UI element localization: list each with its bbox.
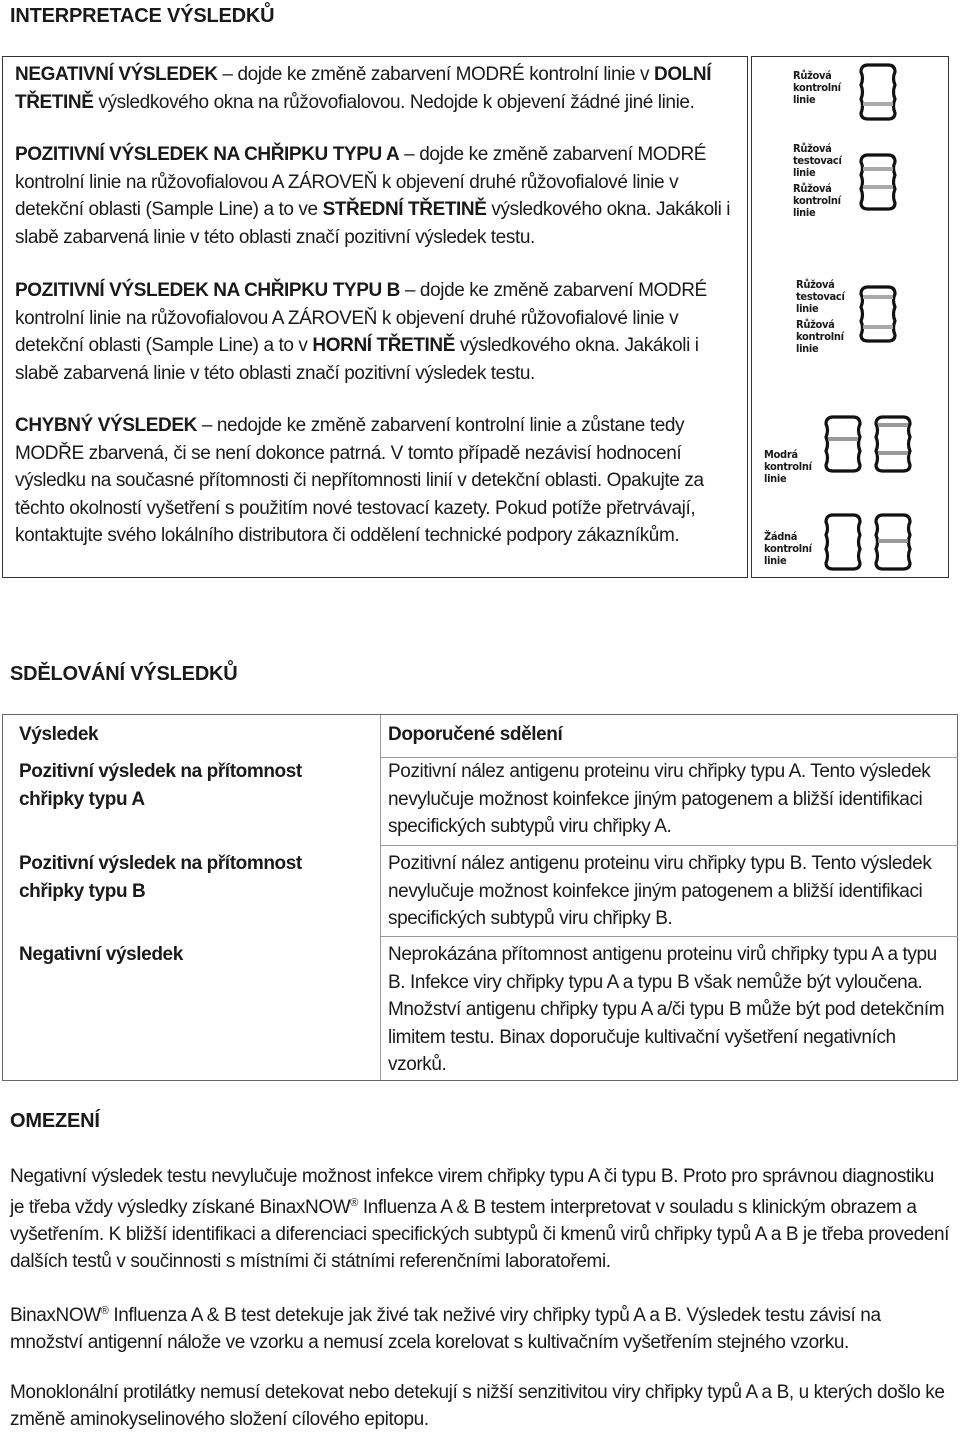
positive-b-lead: POZITIVNÍ VÝSLEDEK NA CHŘIPKU TYPU B [15,280,400,301]
positive-a-paragraph [15,141,739,251]
interpretation-box [2,56,748,578]
section-title-limitations: OMEZENÍ [10,1110,100,1132]
negative-result-bold: DOLNÍ TŘETINĚ [15,64,712,113]
invalid-result-paragraph [15,412,739,550]
registered-mark: ® [100,1305,109,1317]
results-table [2,714,958,1081]
table-row-message: Pozitivní nález antigenu proteinu viru chřipky typu A. Tento výsledek nevylučuje možnost koinfekce jiným patogenem a bližší identifikaci specifických subtypů viru chřipky A. [388,761,931,837]
positive-a-text-1: – dojde ke změně zabarvení MODRÉ kontrolní linie na růžovofialovou A ZÁROVEŇ k objevení druhé růžovofialové linie v detekční oblasti (Sample Line) a to ve [15,144,707,220]
limitations-paragraph-2 [10,1298,950,1356]
figure-positive-b-control-label: Růžová kontrolní linie [796,318,844,355]
figure-invalid-none-label: Žádná kontrolní linie [764,530,812,567]
negative-result-lead: NEGATIVNÍ VÝSLEDEK [15,64,218,85]
figure-invalid-blue-label: Modrá kontrolní linie [764,448,812,485]
positive-a-lead: POZITIVNÍ VÝSLEDEK NA CHŘIPKU TYPU A [15,144,400,165]
table-row-result: Negativní výsledek [19,944,183,965]
figure-invalid-blue-window-1 [823,415,863,473]
figure-positive-a-window [858,153,898,211]
table-row-message: Neprokázána přítomnost antigenu proteinu virů chřipky typu A a typu B. Infekce viry chřipky typu A a typu B však nemůže být vyloučena. Množství antigenu chřipky typu A a/či typu B může být pod detekčním limitem testu. Binax doporučuje kultivační vyšetření negativních vzorků. [388,944,945,1075]
table-column-divider [380,715,381,1080]
limitations-p2-text-1: BinaxNOW [10,1305,101,1326]
table-header-message: Doporučené sdělení [388,724,563,745]
result-window-figures [751,56,949,578]
table-row-divider [380,845,958,846]
figure-positive-a-test-label: Růžová testovací linie [793,142,842,179]
figure-positive-a-control-label: Růžová kontrolní linie [793,182,841,219]
table-row-result: Pozitivní výsledek na přítomnost chřipky typu A [19,761,302,810]
limitations-p1-text-2: Influenza A & B testem interpretovat v souladu s klinickým obrazem a vyšetřením. K bližší identifikaci a diferenciaci specifických subtypů či kmenů virů chřipky typů A a B je třeba provedení dalších testů v součinnosti s místními či státními referenčními laboratořemi. [10,1197,949,1272]
figure-invalid-none-window-1 [823,513,863,571]
limitations-p2-text-2: Influenza A & B test detekuje jak živé tak neživé viry chřipky typů A a B. Výsledek testu závisí na množství antigenní nálože ve vzorku a nemusí zcela korelovat s kultivačním vyšetřením stejného vzorku. [10,1305,881,1353]
positive-b-text-2: výsledkového okna. Jakákoli i slabě zabarvená linie v této oblasti značí pozitivní výsledek testu. [15,335,699,384]
positive-b-paragraph [15,277,739,387]
negative-result-text-1: – dojde ke změně zabarvení MODRÉ kontrolní linie v [217,64,655,85]
limitations-p1-text-1: Negativní výsledek testu nevylučuje možnost infekce virem chřipky typu A či typu B. Proto pro správnou diagnostiku je třeba vždy výsledky získané BinaxNOW [10,1166,934,1218]
positive-a-text-2: výsledkového okna. Jakákoli i slabě zabarvená linie v této oblasti značí pozitivní výsledek testu. [15,199,731,248]
figure-negative-window [858,63,898,121]
invalid-result-lead: CHYBNÝ VÝSLEDEK [15,415,197,436]
limitations-paragraph-1 [10,1163,950,1275]
figure-positive-b-test-label: Růžová testovací linie [796,278,845,315]
negative-result-text-2: výsledkového okna na růžovofialovou. Nedojde k objevení žádné jiné linie. [93,91,695,113]
limitations-paragraph-3: Monoklonální protilátky nemusí detekovat nebo detekují s nižší senzitivitou viry chřipky typů A a B, u kterých došlo ke změně aminokyselinového složení cílového epitopu. [10,1382,945,1430]
positive-a-bold: STŘEDNÍ TŘETINĚ [322,199,487,220]
figure-negative-label: Růžová kontrolní linie [793,69,841,106]
figure-invalid-none-window-2 [873,513,913,571]
figure-positive-b-window [858,285,898,343]
invalid-result-text: – nedojde ke změně zabarvení kontrolní linie a zůstane tedy MODŘE zbarvená, či se není dokonce patrná. V tomto případě nezávisí hodnocení výsledku na současné přítomnosti či nepřítomnosti linií v detekční oblasti. Opakujte za těchto okolností vyšetření s použitím nové testovací kazety. Pokud potíže přetrvávají, kontaktujte svého lokálního distributora či oddělení technické podpory zákazníkům. [15,415,704,546]
table-row-result: Pozitivní výsledek na přítomnost chřipky typu B [19,853,302,902]
section-title-reporting: SDĚLOVÁNÍ VÝSLEDKŮ [10,663,238,685]
table-row-divider [380,936,958,937]
figure-invalid-blue-window-2 [873,415,913,473]
section-title-interpretation: INTERPRETACE VÝSLEDKŮ [10,5,275,27]
positive-b-text-1: – dojde ke změně zabarvení MODRÉ kontrolní linie na růžovofialovou A ZÁROVEŇ k objevení druhé růžovofialové linie v detekční oblasti (Sample Line) a to v [15,280,707,356]
registered-mark: ® [350,1197,358,1209]
negative-result-paragraph [15,61,739,116]
table-row-message: Pozitivní nález antigenu proteinu viru chřipky typu B. Tento výsledek nevylučuje možnost koinfekce jiným patogenem a bližší identifikaci specifických subtypů viru chřipky B. [388,853,932,929]
table-header-result: Výsledek [19,724,99,745]
positive-b-bold: HORNÍ TŘETINĚ [312,335,456,356]
